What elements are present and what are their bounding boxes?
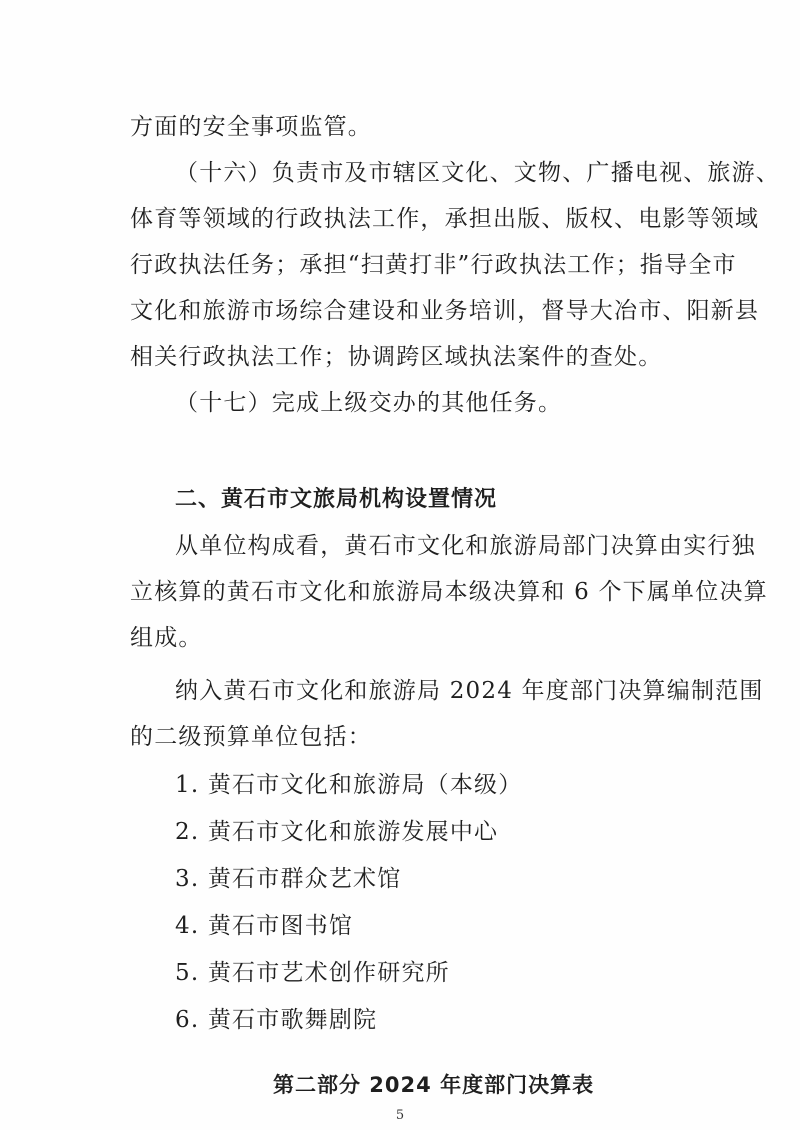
item-16-line-5: 相关行政执法工作；协调跨区域执法案件的查处。 [130, 344, 663, 370]
page-number: 5 [395, 1108, 405, 1123]
item-16-line-3: 行政执法任务；承担“扫黄打非”行政执法工作；指导全市 [130, 252, 737, 278]
paragraph-continuation: 方面的安全事项监管。 [130, 114, 372, 140]
unit-item-2: 2. 黄石市文化和旅游发展中心 [175, 819, 499, 845]
part-two-title: 第二部分 2024 年度部门决算表 [273, 1073, 595, 1097]
unit-item-5: 5. 黄石市艺术创作研究所 [175, 960, 450, 986]
item-16-line-1: （十六）负责市及市辖区文化、文物、广播电视、旅游、 [175, 160, 780, 186]
section-two-para1-line-2: 立核算的黄石市文化和旅游局本级决算和 6 个下属单位决算 [130, 579, 768, 605]
unit-item-1: 1. 黄石市文化和旅游局（本级） [175, 772, 523, 798]
section-two-para1-line-1: 从单位构成看，黄石市文化和旅游局部门决算由实行独 [175, 533, 756, 559]
section-two-para1-line-3: 组成。 [130, 625, 203, 651]
item-16-line-4: 文化和旅游市场综合建设和业务培训，督导大冶市、阳新县 [130, 298, 760, 324]
unit-item-6: 6. 黄石市歌舞剧院 [175, 1007, 378, 1033]
item-16-line-2: 体育等领域的行政执法工作，承担出版、版权、电影等领域 [130, 206, 760, 232]
item-17: （十七）完成上级交办的其他任务。 [175, 390, 563, 416]
unit-item-3: 3. 黄石市群众艺术馆 [175, 866, 402, 892]
unit-item-4: 4. 黄石市图书馆 [175, 913, 354, 939]
section-two-para2-line-1: 纳入黄石市文化和旅游局 2024 年度部门决算编制范围 [175, 678, 764, 704]
section-two-para2-line-2: 的二级预算单位包括： [130, 724, 372, 750]
section-two-heading: 二、黄石市文旅局机构设置情况 [175, 487, 498, 512]
